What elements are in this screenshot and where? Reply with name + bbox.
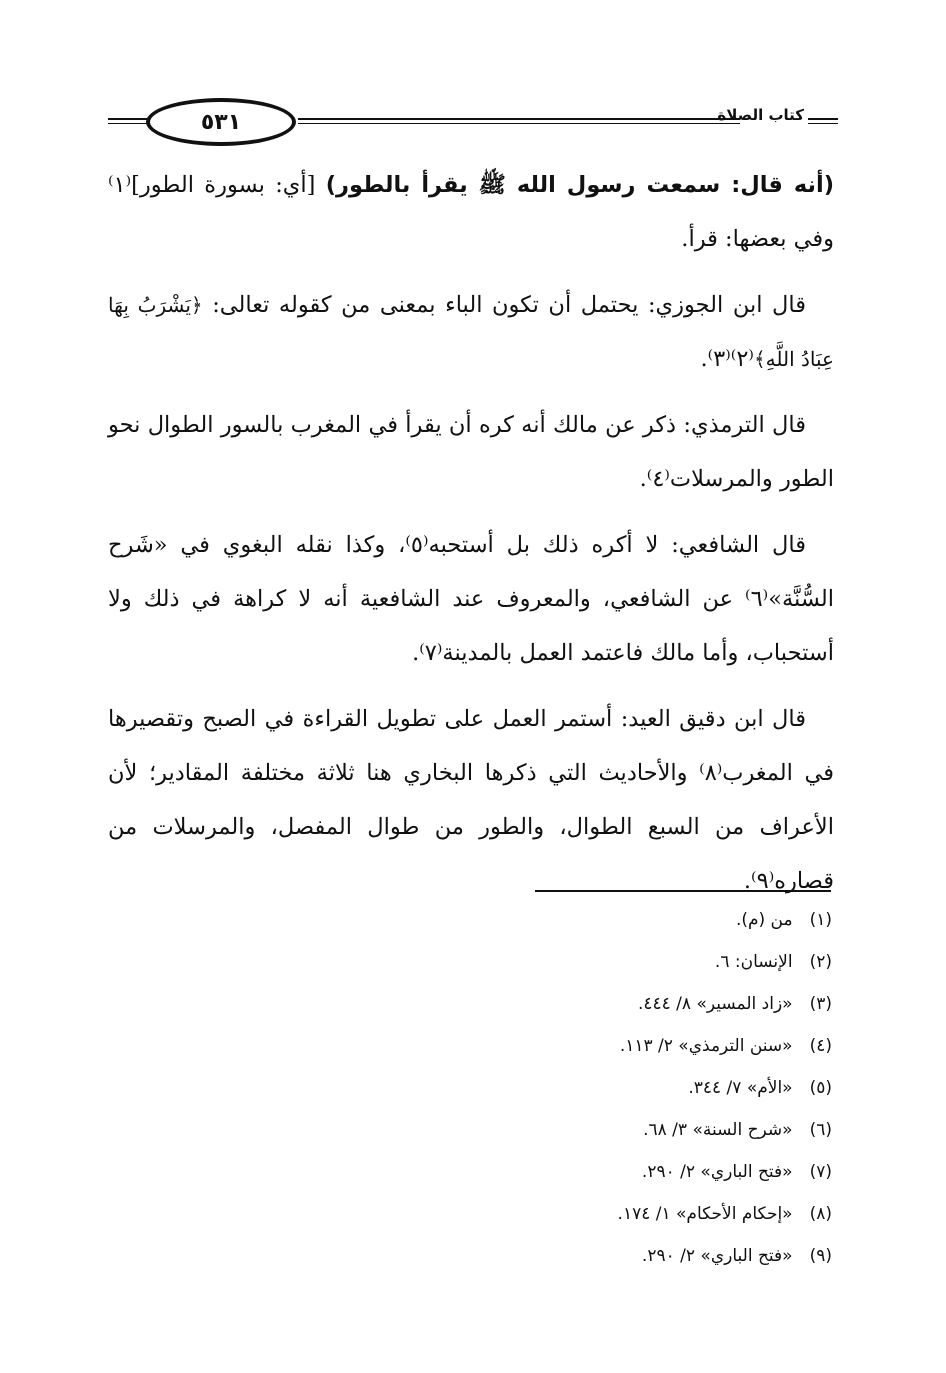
footnote-text: «سنن الترمذي» ٢/ ١١٣. <box>619 1036 793 1056</box>
hadith-quote: (أنه قال: سمعت رسول الله ﷺ يقرأ بالطور) <box>325 172 834 198</box>
footnote-number: (٤) <box>809 1036 832 1056</box>
paragraph-text: قال ابن دقيق العيد: أستمر العمل على تطويل القراءة في الصبح وتقصيرها في المغرب⁽٨⁾ والأحاديث التي ذكرها البخاري هنا ثلاثة مختلفة المقادير؛ لأن الأعراف من السبع الطوال، والطور من طوال المفصل، والمرسلات من قصاره⁽٩⁾. <box>108 706 834 894</box>
footnote-text: «شرح السنة» ٣/ ٦٨. <box>643 1120 793 1140</box>
footnote <box>272 990 832 1032</box>
quran-verse: ﴿يَشْرَبُ بِهَا عِبَادُ اللَّهِ﴾ <box>108 293 834 371</box>
header-rule <box>808 123 838 124</box>
chapter-title: كتاب الصلاة <box>717 106 804 124</box>
header-rule <box>298 123 740 124</box>
footnote <box>272 1032 832 1074</box>
footnote-text: الإنسان: ٦. <box>714 952 793 972</box>
footnote-number: (٧) <box>809 1162 832 1182</box>
footnote-number: (٨) <box>809 1204 832 1224</box>
footnote <box>272 1158 832 1200</box>
footnote-number: (٦) <box>809 1120 832 1140</box>
footnote <box>272 1242 832 1284</box>
paragraph <box>108 692 834 908</box>
main-text <box>108 158 834 920</box>
paragraph-text: قال الشافعي: لا أكره ذلك بل أستحبه⁽٥⁾، وكذا نقله البغوي في «شَرح السُّنَّة»⁽٦⁾ عن الشافعي، والمعروف عند الشافعية أنه لا كراهة في ذلك ولا أستحباب، وأما مالك فاعتمد العمل بالمدينة⁽٧⁾. <box>108 532 834 666</box>
footnote <box>272 948 832 990</box>
footnote-number: (٩) <box>809 1246 832 1266</box>
footnote-number: (١) <box>809 910 832 930</box>
paragraph-text: قال ابن الجوزي: يحتمل أن تكون الباء بمعنى من كقوله تعالى: <box>202 292 806 318</box>
footnote-number: (٣) <box>809 994 832 1014</box>
footnote-text: «إحكام الأحكام» ١/ ١٧٤. <box>617 1204 793 1224</box>
footnote <box>272 1200 832 1242</box>
footnote-text: «فتح الباري» ٢/ ٢٩٠. <box>641 1162 793 1182</box>
footnote <box>272 906 832 948</box>
header-rule <box>808 118 838 120</box>
paragraph-text: قال الترمذي: ذكر عن مالك أنه كره أن يقرأ في المغرب بالسور الطوال نحو الطور والمرسلات⁽٤⁾. <box>108 412 834 492</box>
paragraph <box>108 398 834 506</box>
footnote-separator <box>535 890 831 892</box>
footnote-refs: ⁽٢⁾⁽٣⁾. <box>700 346 754 372</box>
paragraph <box>108 518 834 680</box>
footnote-text: «فتح الباري» ٢/ ٢٩٠. <box>641 1246 793 1266</box>
footnotes <box>272 906 832 1284</box>
header-rule <box>298 118 740 120</box>
footnote <box>272 1074 832 1116</box>
header-rule <box>108 118 148 120</box>
footnote-number: (٥) <box>809 1078 832 1098</box>
footnote-number: (٢) <box>809 952 832 972</box>
footnote-text: «زاد المسير» ٨/ ٤٤٤. <box>637 994 793 1014</box>
paragraph-text: [أي: بسورة الطور]⁽١⁾ وفي بعضها: قرأ. <box>108 172 834 252</box>
footnote-text: من (م). <box>735 910 793 930</box>
footnote <box>272 1116 832 1158</box>
header-rule <box>108 123 148 124</box>
page-header <box>108 92 838 152</box>
paragraph <box>108 278 834 386</box>
paragraph <box>108 158 834 266</box>
page-number: ٥٣١ <box>146 98 296 146</box>
footnote-text: «الأم» ٧/ ٣٤٤. <box>688 1078 793 1098</box>
